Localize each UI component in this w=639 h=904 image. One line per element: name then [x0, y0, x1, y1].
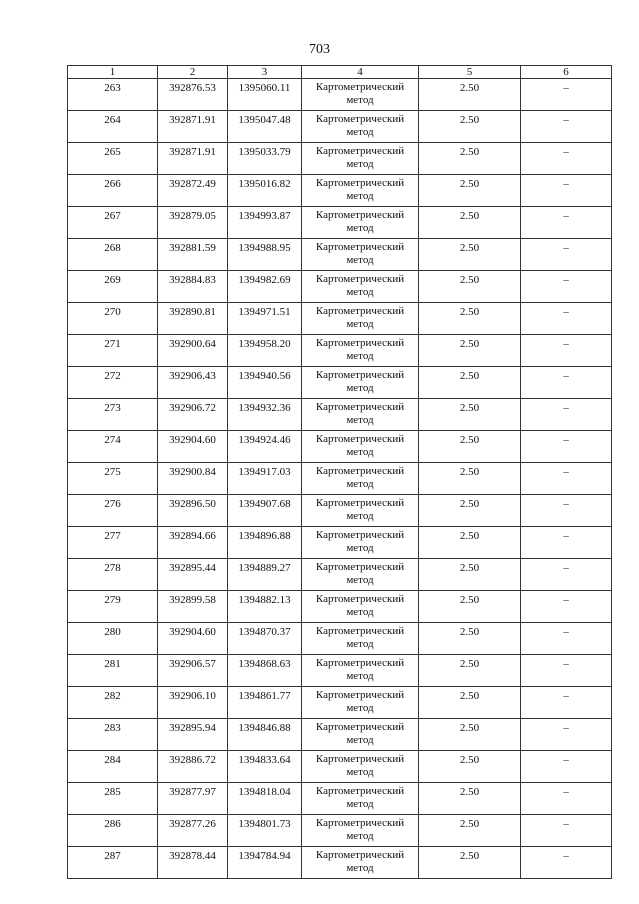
- accuracy-cell: 2.50: [419, 495, 521, 527]
- method-cell: [302, 847, 419, 879]
- method-cell: [302, 399, 419, 431]
- x-coordinate-cell: 392890.81: [158, 303, 228, 335]
- method-cell: [302, 687, 419, 719]
- method-cell: [302, 495, 419, 527]
- note-cell: –: [521, 783, 612, 815]
- method-line-1: Картометрический: [315, 337, 405, 349]
- y-coordinate-cell: 1394889.27: [228, 559, 302, 591]
- note-cell: –: [521, 335, 612, 367]
- y-coordinate-cell: 1394861.77: [228, 687, 302, 719]
- table-row: [68, 687, 612, 719]
- method-line-2: метод: [346, 158, 374, 170]
- y-coordinate-cell: 1394940.56: [228, 367, 302, 399]
- method-line-2: метод: [346, 478, 374, 490]
- method-line-1: Картометрический: [315, 625, 405, 637]
- method-line-2: метод: [346, 830, 374, 842]
- x-coordinate-cell: 392904.60: [158, 623, 228, 655]
- point-number-cell: 280: [68, 623, 158, 655]
- method-line-1: Картометрический: [315, 305, 405, 317]
- table-header-row: [68, 66, 612, 79]
- y-coordinate-cell: 1395047.48: [228, 111, 302, 143]
- method-cell: [302, 143, 419, 175]
- method-cell: [302, 271, 419, 303]
- method-line-2: метод: [346, 382, 374, 394]
- table-row: [68, 591, 612, 623]
- coordinates-table: [67, 65, 612, 879]
- table-row: [68, 463, 612, 495]
- method-cell: [302, 623, 419, 655]
- table-row: [68, 239, 612, 271]
- y-coordinate-cell: 1394818.04: [228, 783, 302, 815]
- table-row: [68, 335, 612, 367]
- method-line-1: Картометрический: [315, 369, 405, 381]
- point-number-cell: 287: [68, 847, 158, 879]
- point-number-cell: 276: [68, 495, 158, 527]
- method-cell: [302, 751, 419, 783]
- method-line-2: метод: [346, 702, 374, 714]
- method-line-1: Картометрический: [315, 113, 405, 125]
- note-cell: –: [521, 527, 612, 559]
- accuracy-cell: 2.50: [419, 175, 521, 207]
- method-line-2: метод: [346, 670, 374, 682]
- table-row: [68, 175, 612, 207]
- method-line-2: метод: [346, 574, 374, 586]
- table-row: [68, 271, 612, 303]
- table-row: [68, 815, 612, 847]
- method-line-2: метод: [346, 734, 374, 746]
- column-header-6: 6: [521, 66, 612, 79]
- x-coordinate-cell: 392877.97: [158, 783, 228, 815]
- method-line-1: Картометрический: [315, 849, 405, 861]
- table-row: [68, 79, 612, 111]
- y-coordinate-cell: 1394982.69: [228, 271, 302, 303]
- y-coordinate-cell: 1394971.51: [228, 303, 302, 335]
- column-header-3: 3: [228, 66, 302, 79]
- x-coordinate-cell: 392884.83: [158, 271, 228, 303]
- accuracy-cell: 2.50: [419, 655, 521, 687]
- x-coordinate-cell: 392899.58: [158, 591, 228, 623]
- table-row: [68, 143, 612, 175]
- accuracy-cell: 2.50: [419, 271, 521, 303]
- method-line-2: метод: [346, 286, 374, 298]
- table-row: [68, 623, 612, 655]
- x-coordinate-cell: 392895.94: [158, 719, 228, 751]
- x-coordinate-cell: 392906.72: [158, 399, 228, 431]
- point-number-cell: 264: [68, 111, 158, 143]
- table-row: [68, 303, 612, 335]
- method-line-1: Картометрический: [315, 689, 405, 701]
- method-cell: [302, 527, 419, 559]
- accuracy-cell: 2.50: [419, 623, 521, 655]
- note-cell: –: [521, 399, 612, 431]
- table-row: [68, 399, 612, 431]
- method-cell: [302, 719, 419, 751]
- method-line-1: Картометрический: [315, 273, 405, 285]
- accuracy-cell: 2.50: [419, 783, 521, 815]
- accuracy-cell: 2.50: [419, 847, 521, 879]
- method-line-1: Картометрический: [315, 721, 405, 733]
- y-coordinate-cell: 1394833.64: [228, 751, 302, 783]
- method-cell: [302, 559, 419, 591]
- column-header-1: 1: [68, 66, 158, 79]
- point-number-cell: 283: [68, 719, 158, 751]
- note-cell: –: [521, 431, 612, 463]
- method-line-2: метод: [346, 222, 374, 234]
- method-line-2: метод: [346, 190, 374, 202]
- table-row: [68, 719, 612, 751]
- x-coordinate-cell: 392894.66: [158, 527, 228, 559]
- method-cell: [302, 591, 419, 623]
- point-number-cell: 263: [68, 79, 158, 111]
- method-line-1: Картометрический: [315, 209, 405, 221]
- note-cell: –: [521, 207, 612, 239]
- x-coordinate-cell: 392872.49: [158, 175, 228, 207]
- table-body: [68, 79, 612, 879]
- method-line-2: метод: [346, 446, 374, 458]
- table-row: [68, 527, 612, 559]
- y-coordinate-cell: 1394846.88: [228, 719, 302, 751]
- point-number-cell: 274: [68, 431, 158, 463]
- y-coordinate-cell: 1395033.79: [228, 143, 302, 175]
- accuracy-cell: 2.50: [419, 719, 521, 751]
- method-cell: [302, 367, 419, 399]
- accuracy-cell: 2.50: [419, 79, 521, 111]
- x-coordinate-cell: 392896.50: [158, 495, 228, 527]
- table-row: [68, 655, 612, 687]
- point-number-cell: 281: [68, 655, 158, 687]
- point-number-cell: 265: [68, 143, 158, 175]
- accuracy-cell: 2.50: [419, 367, 521, 399]
- method-line-2: метод: [346, 606, 374, 618]
- method-cell: [302, 303, 419, 335]
- method-line-2: метод: [346, 318, 374, 330]
- point-number-cell: 275: [68, 463, 158, 495]
- method-line-2: метод: [346, 254, 374, 266]
- table-row: [68, 367, 612, 399]
- method-cell: [302, 463, 419, 495]
- y-coordinate-cell: 1394988.95: [228, 239, 302, 271]
- method-line-2: метод: [346, 94, 374, 106]
- x-coordinate-cell: 392879.05: [158, 207, 228, 239]
- method-cell: [302, 79, 419, 111]
- note-cell: –: [521, 847, 612, 879]
- note-cell: –: [521, 751, 612, 783]
- x-coordinate-cell: 392881.59: [158, 239, 228, 271]
- accuracy-cell: 2.50: [419, 463, 521, 495]
- method-line-1: Картометрический: [315, 753, 405, 765]
- y-coordinate-cell: 1394868.63: [228, 655, 302, 687]
- y-coordinate-cell: 1394917.03: [228, 463, 302, 495]
- accuracy-cell: 2.50: [419, 111, 521, 143]
- accuracy-cell: 2.50: [419, 687, 521, 719]
- x-coordinate-cell: 392876.53: [158, 79, 228, 111]
- accuracy-cell: 2.50: [419, 527, 521, 559]
- method-line-2: метод: [346, 798, 374, 810]
- accuracy-cell: 2.50: [419, 335, 521, 367]
- method-cell: [302, 655, 419, 687]
- x-coordinate-cell: 392871.91: [158, 143, 228, 175]
- accuracy-cell: 2.50: [419, 399, 521, 431]
- y-coordinate-cell: 1394896.88: [228, 527, 302, 559]
- note-cell: –: [521, 303, 612, 335]
- accuracy-cell: 2.50: [419, 303, 521, 335]
- y-coordinate-cell: 1395060.11: [228, 79, 302, 111]
- accuracy-cell: 2.50: [419, 239, 521, 271]
- method-line-2: метод: [346, 638, 374, 650]
- method-cell: [302, 783, 419, 815]
- column-header-2: 2: [158, 66, 228, 79]
- method-cell: [302, 111, 419, 143]
- note-cell: –: [521, 79, 612, 111]
- point-number-cell: 266: [68, 175, 158, 207]
- method-line-1: Картометрический: [315, 401, 405, 413]
- page-number: 703: [309, 42, 330, 57]
- note-cell: –: [521, 111, 612, 143]
- point-number-cell: 277: [68, 527, 158, 559]
- note-cell: –: [521, 655, 612, 687]
- method-line-2: метод: [346, 510, 374, 522]
- method-line-1: Картометрический: [315, 81, 405, 93]
- method-line-2: метод: [346, 862, 374, 874]
- point-number-cell: 271: [68, 335, 158, 367]
- column-header-4: 4: [302, 66, 419, 79]
- point-number-cell: 286: [68, 815, 158, 847]
- x-coordinate-cell: 392895.44: [158, 559, 228, 591]
- y-coordinate-cell: 1394958.20: [228, 335, 302, 367]
- x-coordinate-cell: 392878.44: [158, 847, 228, 879]
- method-line-1: Картометрический: [315, 177, 405, 189]
- method-line-1: Картометрический: [315, 657, 405, 669]
- table-row: [68, 783, 612, 815]
- table-row: [68, 111, 612, 143]
- point-number-cell: 273: [68, 399, 158, 431]
- method-cell: [302, 175, 419, 207]
- x-coordinate-cell: 392906.10: [158, 687, 228, 719]
- method-line-2: метод: [346, 126, 374, 138]
- accuracy-cell: 2.50: [419, 207, 521, 239]
- accuracy-cell: 2.50: [419, 591, 521, 623]
- x-coordinate-cell: 392900.64: [158, 335, 228, 367]
- method-cell: [302, 239, 419, 271]
- x-coordinate-cell: 392906.43: [158, 367, 228, 399]
- table-row: [68, 207, 612, 239]
- accuracy-cell: 2.50: [419, 815, 521, 847]
- note-cell: –: [521, 143, 612, 175]
- x-coordinate-cell: 392877.26: [158, 815, 228, 847]
- y-coordinate-cell: 1394932.36: [228, 399, 302, 431]
- point-number-cell: 285: [68, 783, 158, 815]
- method-cell: [302, 815, 419, 847]
- accuracy-cell: 2.50: [419, 431, 521, 463]
- note-cell: –: [521, 815, 612, 847]
- note-cell: –: [521, 687, 612, 719]
- note-cell: –: [521, 175, 612, 207]
- note-cell: –: [521, 271, 612, 303]
- method-line-1: Картометрический: [315, 561, 405, 573]
- method-cell: [302, 335, 419, 367]
- x-coordinate-cell: 392886.72: [158, 751, 228, 783]
- x-coordinate-cell: 392904.60: [158, 431, 228, 463]
- point-number-cell: 268: [68, 239, 158, 271]
- method-line-2: метод: [346, 542, 374, 554]
- x-coordinate-cell: 392906.57: [158, 655, 228, 687]
- x-coordinate-cell: 392871.91: [158, 111, 228, 143]
- accuracy-cell: 2.50: [419, 559, 521, 591]
- method-cell: [302, 207, 419, 239]
- note-cell: –: [521, 623, 612, 655]
- method-line-1: Картометрический: [315, 593, 405, 605]
- note-cell: –: [521, 719, 612, 751]
- point-number-cell: 278: [68, 559, 158, 591]
- method-line-1: Картометрический: [315, 145, 405, 157]
- point-number-cell: 269: [68, 271, 158, 303]
- method-line-1: Картометрический: [315, 465, 405, 477]
- accuracy-cell: 2.50: [419, 143, 521, 175]
- point-number-cell: 267: [68, 207, 158, 239]
- table-row: [68, 495, 612, 527]
- y-coordinate-cell: 1394870.37: [228, 623, 302, 655]
- method-line-2: метод: [346, 766, 374, 778]
- y-coordinate-cell: 1394784.94: [228, 847, 302, 879]
- method-line-1: Картометрический: [315, 817, 405, 829]
- y-coordinate-cell: 1394993.87: [228, 207, 302, 239]
- method-line-1: Картометрический: [315, 241, 405, 253]
- point-number-cell: 270: [68, 303, 158, 335]
- accuracy-cell: 2.50: [419, 751, 521, 783]
- note-cell: –: [521, 495, 612, 527]
- method-line-1: Картометрический: [315, 497, 405, 509]
- y-coordinate-cell: 1394924.46: [228, 431, 302, 463]
- y-coordinate-cell: 1394801.73: [228, 815, 302, 847]
- table-row: [68, 431, 612, 463]
- point-number-cell: 284: [68, 751, 158, 783]
- table-row: [68, 847, 612, 879]
- note-cell: –: [521, 463, 612, 495]
- column-header-5: 5: [419, 66, 521, 79]
- method-line-2: метод: [346, 350, 374, 362]
- point-number-cell: 282: [68, 687, 158, 719]
- method-line-1: Картометрический: [315, 529, 405, 541]
- table-row: [68, 559, 612, 591]
- note-cell: –: [521, 591, 612, 623]
- x-coordinate-cell: 392900.84: [158, 463, 228, 495]
- note-cell: –: [521, 559, 612, 591]
- method-cell: [302, 431, 419, 463]
- table-row: [68, 751, 612, 783]
- y-coordinate-cell: 1394907.68: [228, 495, 302, 527]
- note-cell: –: [521, 367, 612, 399]
- method-line-2: метод: [346, 414, 374, 426]
- y-coordinate-cell: 1394882.13: [228, 591, 302, 623]
- y-coordinate-cell: 1395016.82: [228, 175, 302, 207]
- method-line-1: Картометрический: [315, 433, 405, 445]
- method-line-1: Картометрический: [315, 785, 405, 797]
- point-number-cell: 272: [68, 367, 158, 399]
- point-number-cell: 279: [68, 591, 158, 623]
- note-cell: –: [521, 239, 612, 271]
